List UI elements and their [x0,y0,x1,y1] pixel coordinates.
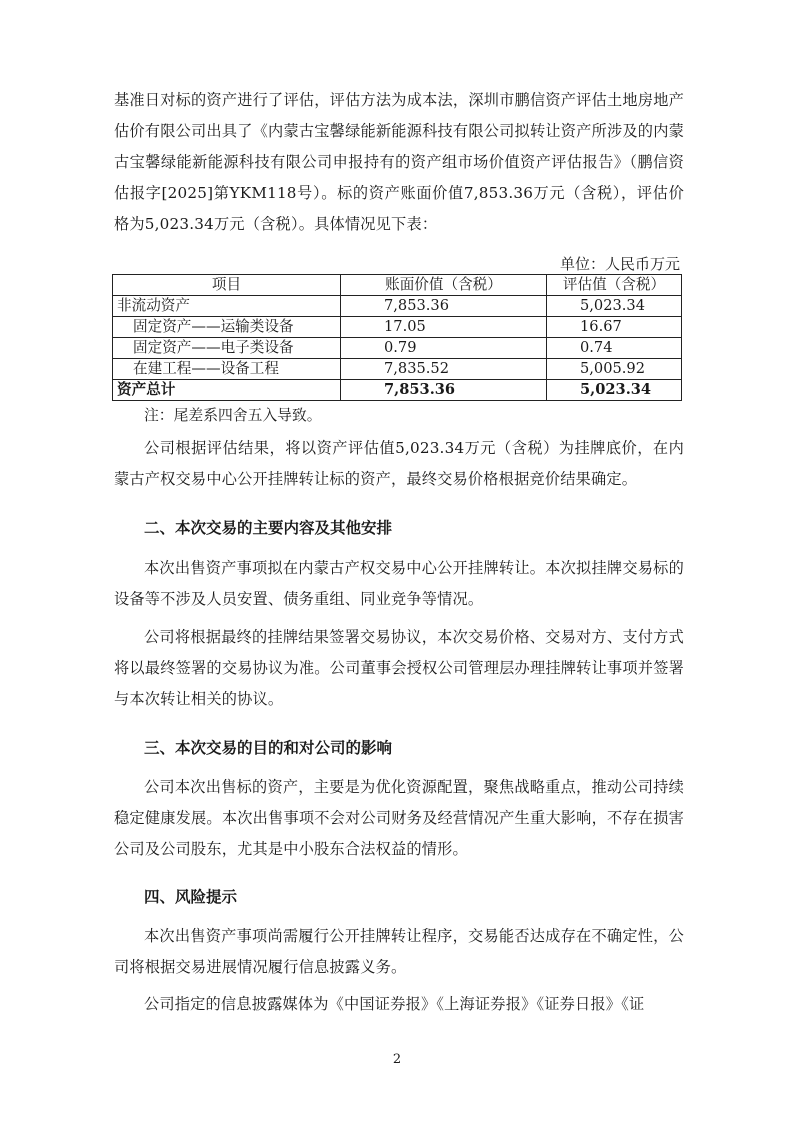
table-unit-label: 单位：人民币万元 [559,255,680,273]
table-row [113,338,682,359]
table-note: 注：尾差系四舍五入导致。 [144,407,322,424]
row-item: 在建工程——设备工程 [113,359,341,380]
table-row [113,317,682,338]
page-number: 2 [392,1052,402,1067]
table-total-row [113,380,682,401]
row-item: 非流动资产 [113,296,341,317]
row-book-value: 17.05 [341,317,547,338]
row-item: 固定资产——电子类设备 [113,338,341,359]
row-book-value: 7,853.36 [341,296,547,317]
row-appraised-value: 5,023.34 [547,296,682,317]
asset-valuation-table [112,274,682,401]
section-heading-2: 二、本次交易的主要内容及其他安排 [144,519,393,537]
total-appraised-value: 5,023.34 [547,380,682,401]
section2-paragraph-1: 本次出售资产事项拟在内蒙古产权交易中心公开挂牌转让。本次拟挂牌交易标的设备等不涉及人员安置、债务重组、同业竞争等情况。 [114,559,684,608]
header-appraised-value: 评估值（含税） [547,275,682,296]
row-appraised-value: 0.74 [547,338,682,359]
listing-paragraph: 公司根据评估结果，将以资产评估值5,023.34万元（含税）为挂牌底价，在内蒙古产权交易中心公开挂牌转让标的资产，最终交易价格根据竞价结果确定。 [114,439,684,488]
section2-paragraph-2: 公司将根据最终的挂牌结果签署交易协议，本次交易价格、交易对方、支付方式将以最终签署的交易协议为准。公司董事会授权公司管理层办理挂牌转让事项并签署与本次转让相关的协议。 [114,628,684,708]
section4-paragraph-1: 本次出售资产事项尚需履行公开挂牌转让程序，交易能否达成存在不确定性，公司将根据交易进展情况履行信息披露义务。 [114,927,684,976]
header-item: 项目 [113,275,341,296]
section4-paragraph-2: 公司指定的信息披露媒体为《中国证券报》《上海证券报》《证券日报》《证 [144,995,645,1013]
row-book-value: 0.79 [341,338,547,359]
intro-paragraph: 基准日对标的资产进行了评估，评估方法为成本法，深圳市鹏信资产评估土地房地产估价有限公司出具了《内蒙古宝馨绿能新能源科技有限公司拟转让资产所涉及的内蒙古宝馨绿能新能源科技有限公司申报持有的资产组市场价值资产评估报告》（鹏信资估报字[2025]第YKM118号）。标的资产账面价值7,853.36万元（含税），评估价格为5,023.34万元（含税）。具体情况见下表： [114,91,684,233]
table-row [113,296,682,317]
section-heading-3: 三、本次交易的目的和对公司的影响 [144,739,393,757]
table-row [113,359,682,380]
row-appraised-value: 16.67 [547,317,682,338]
section3-paragraph-1: 公司本次出售标的资产，主要是为优化资源配置，聚焦战略重点，推动公司持续稳定健康发展。本次出售事项不会对公司财务及经营情况产生重大影响，不存在损害公司及公司股东，尤其是中小股东合法权益的情形。 [114,778,684,858]
row-appraised-value: 5,005.92 [547,359,682,380]
total-book-value: 7,853.36 [341,380,547,401]
section-heading-4: 四、风险提示 [144,888,238,906]
row-item: 固定资产——运输类设备 [113,317,341,338]
header-book-value: 账面价值（含税） [341,275,547,296]
table-header-row [113,275,682,296]
total-item: 资产总计 [113,380,341,401]
row-book-value: 7,835.52 [341,359,547,380]
